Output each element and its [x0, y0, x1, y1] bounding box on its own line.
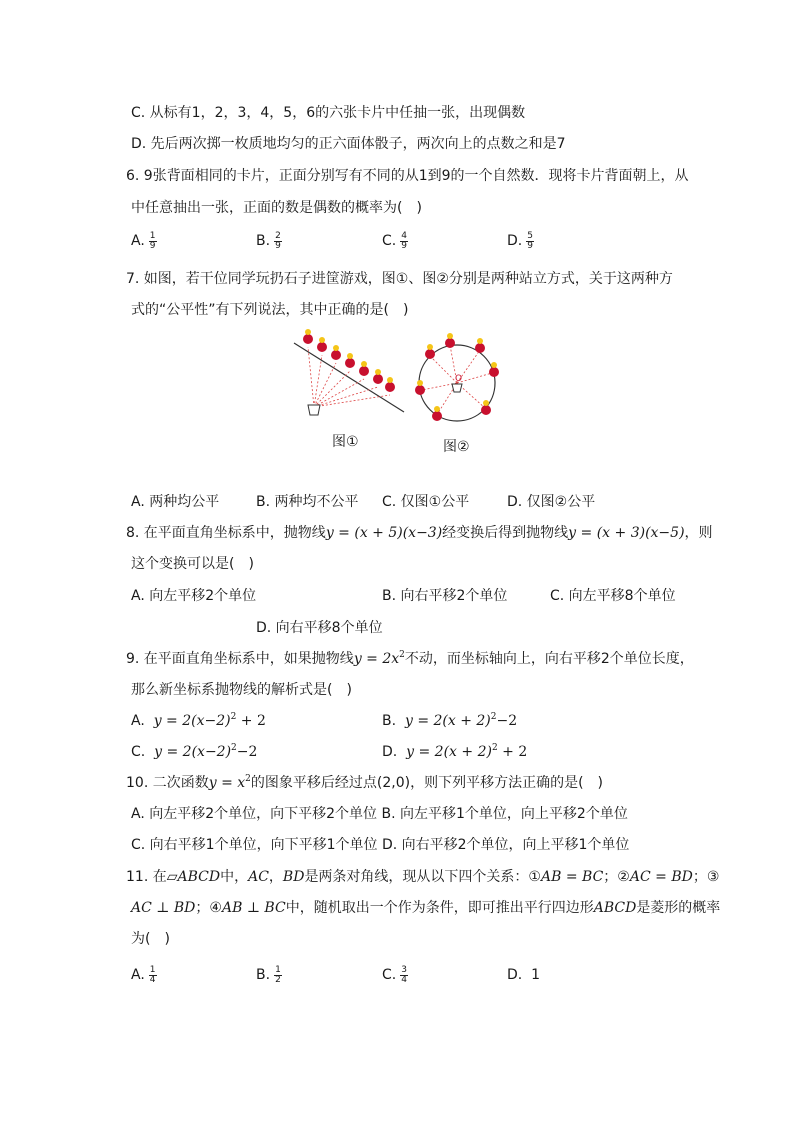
q7-option-d: D. 仅图②公平	[507, 494, 596, 510]
math: ABCD	[177, 869, 221, 885]
formula: y = (x + 3)(x−5)	[568, 525, 685, 541]
denominator: 4	[401, 974, 407, 985]
figure-2-caption: 图②	[443, 439, 470, 455]
formula: y = 2(x−2)	[154, 744, 232, 760]
exponent: 2	[230, 712, 237, 722]
option-letter: C.	[382, 967, 397, 983]
fraction	[274, 232, 282, 251]
numerator: 4	[401, 230, 407, 241]
denominator: 9	[149, 240, 156, 251]
formula-tail: −2	[236, 744, 258, 760]
option-value: 1	[531, 967, 541, 983]
option-letter: C.	[131, 744, 146, 760]
math: AB = BC	[541, 869, 604, 885]
fraction	[400, 232, 408, 251]
q6-option-d	[507, 231, 534, 251]
formula: y = 2(x + 2)	[404, 713, 491, 729]
denominator: 9	[275, 240, 281, 251]
formula-tail: + 2	[236, 713, 266, 729]
text: 中，随机取出一个作为条件，即可推出平行四边形	[285, 900, 594, 916]
figure-2-circle-arrangement	[410, 328, 505, 426]
numerator: 5	[527, 230, 533, 241]
q11-option-d	[507, 965, 540, 985]
text: ，则	[684, 525, 713, 541]
q5-option-d: D. 先后两次掷一枚质地均匀的正六面体骰子，两次向上的点数之和是7	[131, 136, 566, 152]
fraction	[149, 966, 157, 985]
fraction	[400, 966, 408, 985]
exponent: 2	[231, 743, 237, 753]
figure-1-line-arrangement	[290, 325, 410, 425]
exponent: 2	[490, 712, 497, 722]
option-letter: B.	[382, 713, 397, 729]
math: AC ⊥ BD	[131, 900, 196, 916]
q6-option-b	[256, 231, 282, 251]
math: AB ⊥ BC	[221, 900, 286, 916]
text: 9. 在平面直角坐标系中，如果抛物线	[126, 651, 354, 667]
q11-stem-line1	[126, 867, 719, 887]
q5-option-c: C. 从标有1，2，3，4，5，6的六张卡片中任抽一张，出现偶数	[131, 105, 526, 121]
formula-tail: + 2	[497, 744, 528, 760]
text: 是菱形的概率	[636, 900, 721, 916]
denominator: 4	[149, 974, 156, 985]
text: 11. 在▱	[126, 869, 178, 885]
numerator: 3	[401, 964, 407, 975]
figure-1-caption: 图①	[332, 434, 359, 450]
fraction	[274, 966, 282, 985]
denominator: 9	[527, 240, 533, 251]
formula: y = 2(x + 2)	[406, 744, 492, 760]
q8-option-d: D. 向右平移8个单位	[256, 620, 383, 636]
q11-option-a	[131, 965, 157, 985]
formula: y = 2(x−2)	[153, 713, 231, 729]
math: BD	[282, 869, 305, 885]
exponent: 2	[245, 774, 251, 784]
q7-option-b: B. 两种均不公平	[256, 494, 359, 510]
numerator: 2	[275, 230, 281, 241]
q7-stem-line2: 式的“公平性”有下列说法，其中正确的是( )	[131, 302, 409, 318]
fraction	[526, 232, 534, 251]
q7-option-c: C. 仅图①公平	[382, 494, 470, 510]
option-letter: D.	[507, 967, 523, 983]
text: ，	[268, 869, 283, 885]
numerator: 1	[149, 964, 156, 975]
math: AC	[248, 869, 269, 885]
text: 中，	[220, 869, 249, 885]
q10-options-ab: A. 向左平移2个单位，向下平移2个单位 B. 向左平移1个单位，向上平移2个单位	[131, 806, 628, 822]
text: 不动，而坐标轴向上，向右平移2个单位长度，	[404, 651, 694, 667]
option-letter: C.	[382, 233, 397, 249]
text: ；②	[603, 869, 630, 885]
option-letter: D.	[382, 744, 398, 760]
text: 经变换后得到抛物线	[442, 525, 569, 541]
q8-option-b: B. 向右平移2个单位	[382, 588, 508, 604]
bucket-icon	[452, 384, 462, 392]
formula: y = 2x	[353, 651, 400, 667]
option-letter: A.	[131, 713, 145, 729]
numerator: 1	[275, 964, 281, 975]
formula: y = (x + 5)(x−3)	[325, 525, 443, 541]
exponent: 2	[399, 650, 405, 660]
option-letter: B.	[256, 967, 271, 983]
q9-option-b	[382, 711, 517, 731]
text: ；③	[692, 869, 720, 885]
q9-stem-line1	[126, 649, 694, 669]
text: 的图象平移后经过点(2,0)，则下列平移方法正确的是( )	[250, 775, 604, 791]
q8-option-c: C. 向左平移8个单位	[550, 588, 676, 604]
numerator: 1	[149, 230, 156, 241]
exponent: 2	[491, 743, 498, 753]
q6-stem-line2: 中任意抽出一张，正面的数是偶数的概率为( )	[131, 200, 422, 216]
text: 是两条对角线，现从以下四个关系：①	[304, 869, 541, 885]
math: AC = BD	[629, 869, 693, 885]
denominator: 9	[401, 240, 407, 251]
q10-options-cd: C. 向右平移1个单位，向下平移1个单位 D. 向右平移2个单位，向上平移1个单位	[131, 837, 630, 853]
math: ABCD	[593, 900, 637, 916]
q11-stem-line3: 为( )	[131, 931, 170, 947]
q8-option-a: A. 向左平移2个单位	[131, 588, 257, 604]
formula-tail: −2	[496, 713, 518, 729]
q9-option-d	[382, 742, 527, 762]
option-letter: D.	[507, 233, 523, 249]
q6-option-c	[382, 231, 408, 251]
text: ；④	[195, 900, 222, 916]
q11-stem-line2	[131, 898, 720, 918]
student-figures	[303, 334, 395, 392]
q9-option-c	[131, 742, 257, 762]
option-letter: A.	[131, 233, 145, 249]
q9-stem-line2: 那么新坐标系抛物线的解析式是( )	[131, 682, 352, 698]
text: 8. 在平面直角坐标系中，抛物线	[126, 525, 326, 541]
q11-option-b	[256, 965, 282, 985]
q7-stem-line1: 7. 如图，若干位同学玩扔石子进筐游戏，图①、图②分别是两种站立方式，关于这两种方	[126, 271, 673, 287]
text: 10. 二次函数	[126, 775, 209, 791]
q10-stem	[126, 773, 603, 793]
formula: y = x	[208, 775, 246, 791]
q8-stem-line2: 这个变换可以是( )	[131, 556, 254, 572]
option-letter: B.	[256, 233, 271, 249]
q9-option-a	[131, 711, 266, 731]
option-letter: A.	[131, 967, 145, 983]
q7-option-a: A. 两种均公平	[131, 494, 220, 510]
fraction	[149, 232, 157, 251]
q6-stem-line1: 6. 9张背面相同的卡片，正面分别写有不同的从1到9的一个自然数．现将卡片背面朝上，从	[126, 168, 689, 184]
q6-option-a	[131, 231, 157, 251]
q11-option-c	[382, 965, 408, 985]
q8-stem-line1	[126, 523, 713, 543]
center-label: O	[455, 374, 463, 384]
denominator: 2	[275, 974, 281, 985]
bucket-icon	[308, 405, 320, 415]
